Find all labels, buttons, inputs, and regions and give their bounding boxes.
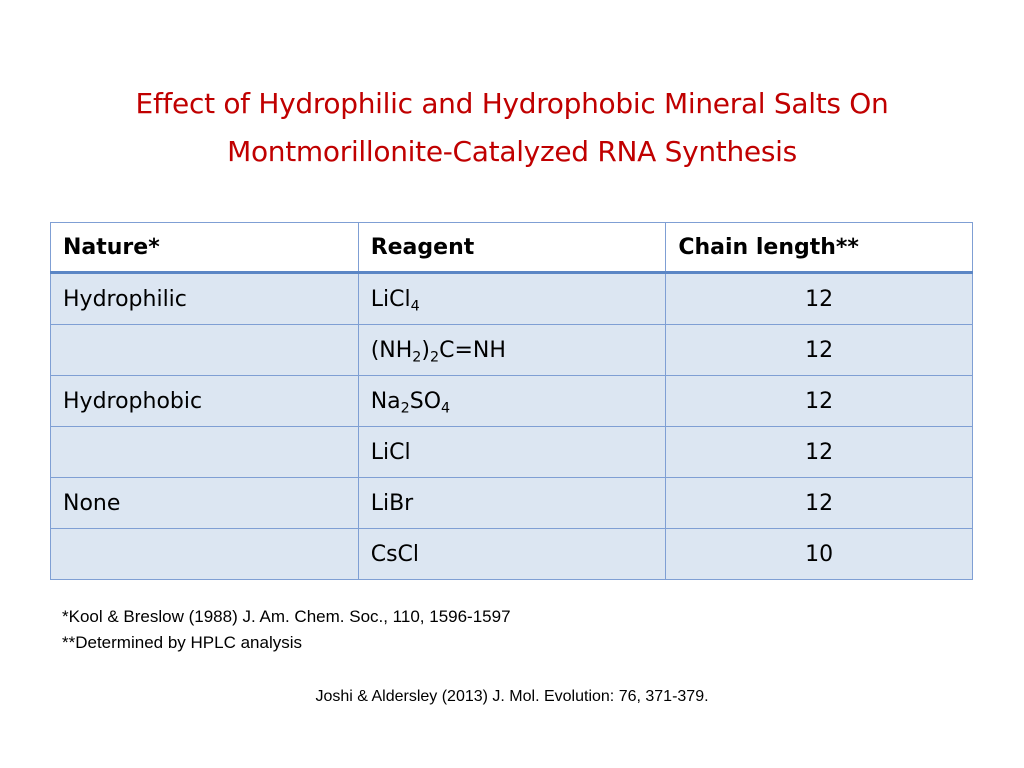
title-line-2: Montmorillonite-Catalyzed RNA Synthesis (227, 135, 797, 168)
cell-chain-length: 12 (666, 273, 973, 325)
cell-chain-length: 12 (666, 325, 973, 376)
title-line-1: Effect of Hydrophilic and Hydrophobic Mineral Salts On (135, 87, 889, 120)
footnote-reference: *Kool & Breslow (1988) J. Am. Chem. Soc., 110, 1596-1597 (62, 607, 511, 626)
cell-reagent: LiCl$_4$ (358, 273, 666, 325)
header-reagent: Reagent (358, 223, 666, 273)
cell-reagent: LiCl (358, 427, 666, 478)
table-row (51, 376, 973, 427)
cell-nature: None (51, 478, 359, 529)
cell-nature: Hydrophobic (51, 376, 359, 427)
header-chain-length: Chain length** (666, 223, 973, 273)
results-table (50, 222, 973, 580)
cell-reagent: $Na_2SO_4$ (358, 376, 666, 427)
cell-chain-length: 12 (666, 427, 973, 478)
footnote-method: **Determined by HPLC analysis (62, 633, 302, 652)
table-row (51, 427, 973, 478)
table-row (51, 325, 973, 376)
cell-nature (51, 529, 359, 580)
table-row (51, 529, 973, 580)
table-row (51, 273, 973, 325)
cell-reagent: CsCl (358, 529, 666, 580)
table-row (51, 478, 973, 529)
table-header-row (51, 223, 973, 273)
slide-title (0, 80, 1024, 176)
cell-chain-length: 10 (666, 529, 973, 580)
cell-nature (51, 325, 359, 376)
header-nature: Nature* (51, 223, 359, 273)
footnotes (62, 604, 511, 656)
cell-nature: Hydrophilic (51, 273, 359, 325)
citation: Joshi & Aldersley (2013) J. Mol. Evolution: 76, 371-379. (315, 688, 709, 705)
cell-reagent: LiBr (358, 478, 666, 529)
cell-chain-length: 12 (666, 376, 973, 427)
cell-chain-length: 12 (666, 478, 973, 529)
cell-nature (51, 427, 359, 478)
cell-reagent: $(NH_2)_2C=NH$ (358, 325, 666, 376)
